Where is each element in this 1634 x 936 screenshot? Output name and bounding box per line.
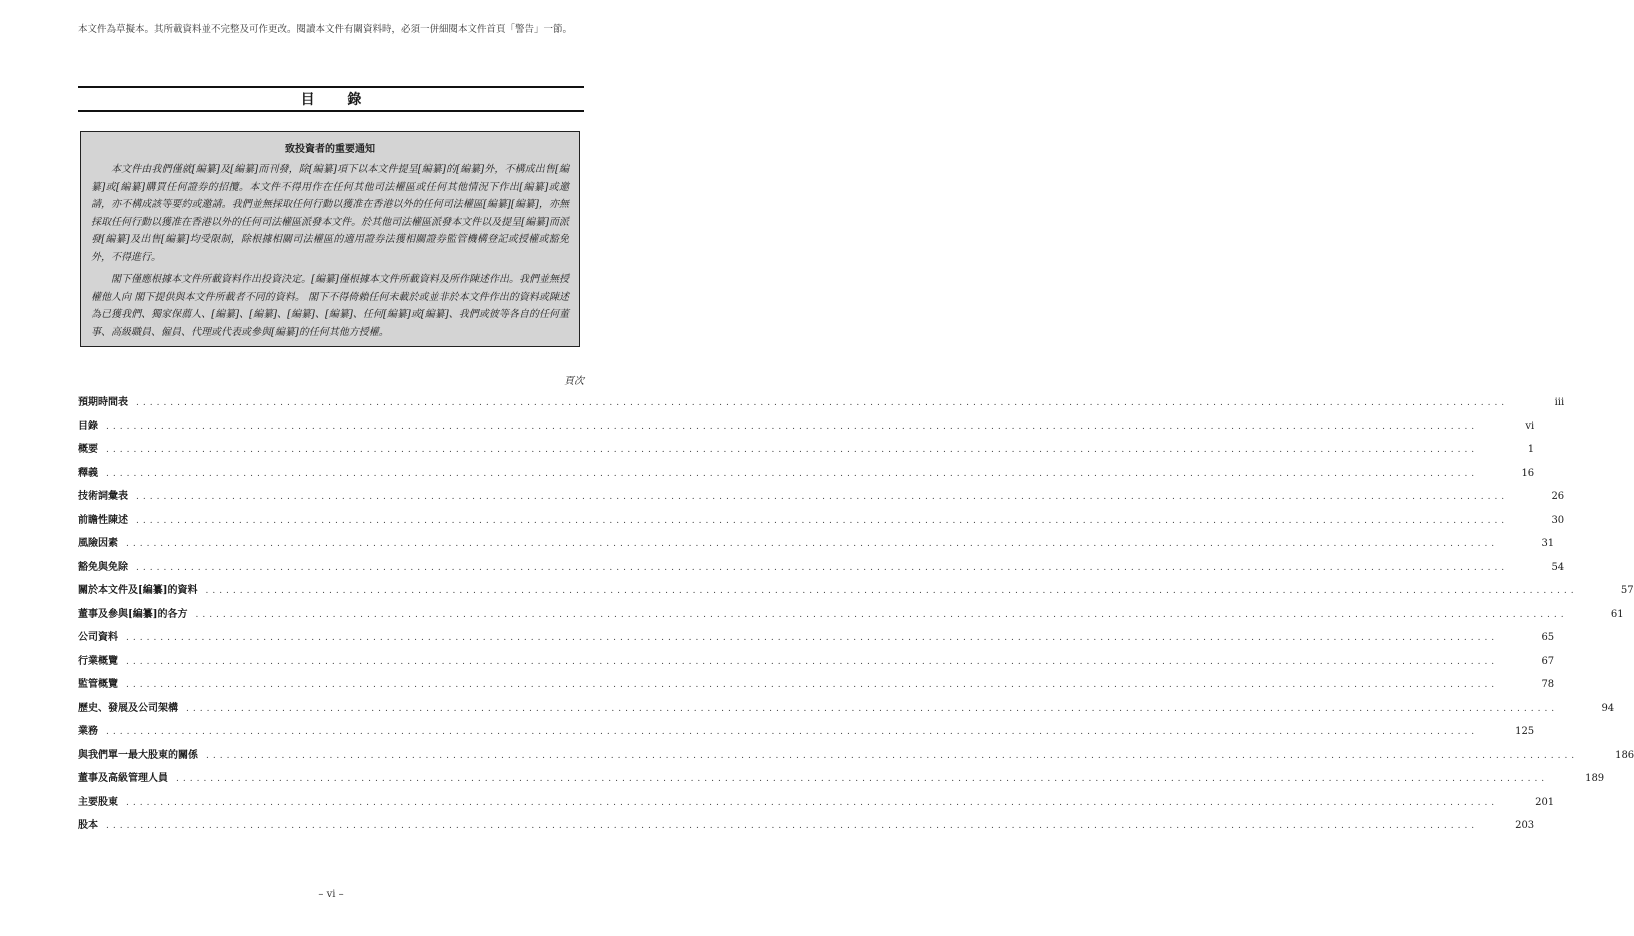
toc-entry-label: 技術詞彙表 [78,491,128,502]
toc-dot-leader: ........................................................................................................................................................................................................ [195,609,1568,620]
toc-dot-leader: ........................................................................................................................................................................................................ [106,727,1479,737]
toc-entry-page: 57 [1620,585,1634,596]
toc-entry[interactable] [78,722,1535,746]
toc-entry[interactable] [78,464,1535,488]
toc-dot-leader: ........................................................................................................................................................................................................ [136,492,1509,502]
toc-entry-label: 歷史、發展及公司架構 [78,702,178,714]
notice-paragraph-1: 本文件由我們僅就[編纂]及[編纂]而刊發，除[編纂]項下以本文件提呈[編纂]的[編纂]外，不構成出售[編纂]或[編纂]購買任何證券的招攬。本文件不得用作在任何其他司法權區或任何其他情況下作出[編纂]或邀請，亦不構成該等要約或邀請。我們並無採取任何行動以獲准在香港以外的任何司法權區[編纂][編纂]，亦無採取任何行動以獲准在香港以外的任何司法權區派發本文件。於其他司法權區派發本文件以及提呈[編纂]而派發[編纂]及出售[編纂]均受限制，除根據相關司法權區的適用證券法獲相關證券監管機構登記或授權或豁免外，不得進行。 [91,164,569,263]
toc-entry[interactable] [78,746,1634,770]
toc-entry-page: 31 [1541,538,1555,549]
toc-entry-page: 67 [1541,655,1555,667]
toc-entry-label: 釋義 [78,467,98,479]
toc-dot-leader: ........................................................................................................................................................................................................ [136,515,1509,526]
toc-dot-leader: ........................................................................................................................................................................................................ [106,445,1479,455]
toc-entry-label: 股本 [78,820,98,831]
toc-entry-page: 65 [1541,632,1555,643]
toc-entry-label: 董事及高級管理人員 [78,773,168,784]
toc-dot-leader: ........................................................................................................................................................................................................ [186,703,1559,714]
toc-entry-label: 目錄 [78,420,98,432]
toc-entry-page: 203 [1515,820,1535,831]
toc-entry[interactable] [78,487,1565,511]
toc-entry[interactable] [78,628,1555,652]
toc-entry-label: 關於本文件及[編纂]的資料 [78,585,198,596]
toc-entry-page: vi [1525,420,1535,432]
toc-entry[interactable] [78,417,1535,441]
toc-dot-leader: ........................................................................................................................................................................................................ [106,468,1479,479]
toc-entry-label: 業務 [78,726,98,737]
toc-entry-page: 54 [1551,561,1565,573]
toc-entry-label: 豁免與免除 [78,561,128,573]
toc-entry[interactable] [78,581,1634,605]
toc-dot-leader: ........................................................................................................................................................................................................ [126,656,1499,667]
toc-entry[interactable] [78,511,1565,535]
page-number-footer: – vi – [318,889,344,900]
toc-entry-page: 78 [1541,679,1555,690]
toc-entry-label: 主要股東 [78,796,118,808]
toc-dot-leader: ........................................................................................................................................................................................................ [106,821,1479,831]
page-column-heading: 頁次 [564,376,584,387]
toc-dot-leader: ........................................................................................................................................................................................................ [126,633,1499,643]
page-title: 目 錄 [300,92,376,108]
toc-entry-page: 186 [1615,749,1634,761]
title-bar [78,86,584,112]
toc-dot-leader: ........................................................................................................................................................................................................ [126,539,1499,549]
toc-entry[interactable] [78,605,1624,629]
toc-entry[interactable] [78,699,1615,723]
toc-dot-leader: ........................................................................................................................................................................................................ [106,421,1479,432]
toc-entry-page: 189 [1585,773,1605,784]
toc-entry[interactable] [78,534,1555,558]
toc-entry-page: 94 [1601,702,1615,714]
draft-warning-note: 本文件為草擬本。其所載資料並不完整及可作更改。閱讀本文件有關資料時，必須一併細閱本文件首頁「警告」一節。 [78,24,573,35]
toc-entry[interactable] [78,675,1555,699]
toc-entry[interactable] [78,793,1555,817]
toc-entry[interactable] [78,558,1565,582]
toc-entry-label: 董事及參與[編纂]的各方 [78,608,188,620]
notice-title: 致投資者的重要通知 [285,144,375,155]
toc-dot-leader: ........................................................................................................................................................................................................ [126,680,1499,690]
toc-entry-label: 前瞻性陳述 [78,514,128,526]
investor-notice-box [80,131,580,347]
toc-dot-leader: ........................................................................................................................................................................................................ [136,562,1509,573]
toc-entry-page: 16 [1521,467,1535,479]
notice-paragraph-2: 閣下僅應根據本文件所載資料作出投資決定。[編纂]僅根據本文件所載資料及所作陳述作出。我們並無授權他人向 閣下提供與本文件所載者不同的資料。 閣下不得倚賴任何未載於或並非於本文件作出的資料或陳述為已獲我們、獨家保薦人、[編纂]、[編纂]、[編纂]、[編纂]、任何[編纂]或[編纂]、我們或彼等各自的任何董事、高級職員、僱員、代理或代表或參與[編纂]的任何其他方授權。 [91,274,569,338]
toc-dot-leader: ........................................................................................................................................................................................................ [176,774,1549,784]
toc-dot-leader: ........................................................................................................................................................................................................ [206,750,1579,761]
toc-entry-label: 預期時間表 [78,397,128,408]
toc-entry-page: 201 [1535,796,1555,808]
toc-entry-label: 風險因素 [78,538,118,549]
toc-entry-label: 行業概覽 [78,655,118,667]
toc-entry[interactable] [78,769,1605,793]
toc-dot-leader: ........................................................................................................................................................................................................ [136,398,1509,408]
toc-entry[interactable] [78,652,1555,676]
toc-entry-page: 26 [1551,491,1565,502]
toc-entry-page: 125 [1515,726,1535,737]
table-of-contents [78,393,1634,840]
toc-entry-label: 與我們單一最大股東的關係 [78,749,198,761]
toc-entry[interactable] [78,816,1535,840]
toc-entry-page: 61 [1610,608,1624,620]
toc-entry[interactable] [78,440,1535,464]
toc-entry-page: 1 [1527,444,1535,455]
toc-dot-leader: ........................................................................................................................................................................................................ [205,586,1578,596]
toc-entry[interactable] [78,393,1565,417]
toc-entry-page: iii [1554,397,1565,408]
toc-dot-leader: ........................................................................................................................................................................................................ [126,797,1499,808]
toc-entry-label: 概要 [78,444,98,455]
toc-entry-label: 監管概覽 [78,679,118,690]
toc-entry-page: 30 [1551,514,1565,526]
toc-entry-label: 公司資料 [78,632,118,643]
